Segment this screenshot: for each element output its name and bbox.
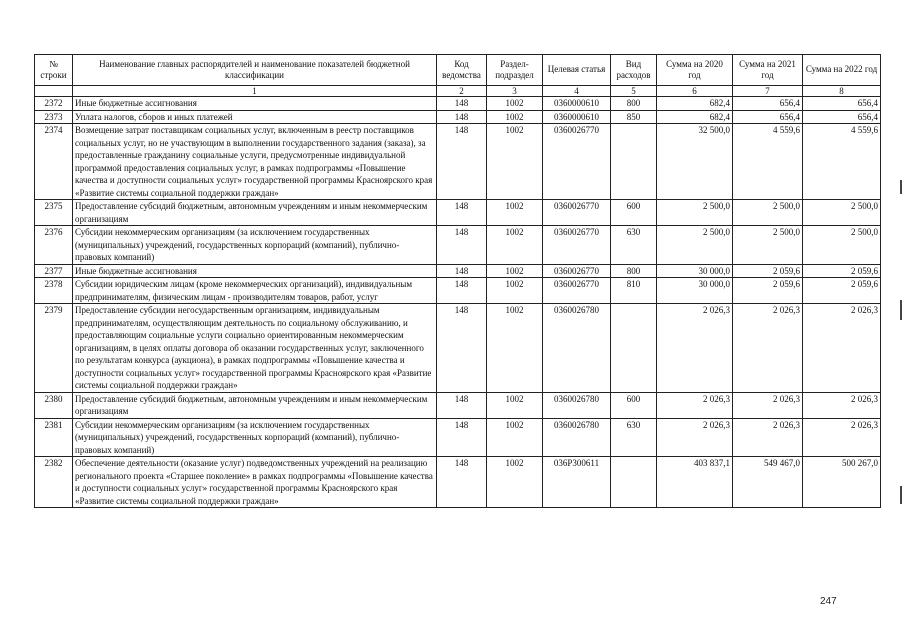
sum-2020-cell: 682,4 — [657, 97, 733, 111]
row-number-cell: 2379 — [35, 304, 73, 393]
column-number: 4 — [543, 86, 611, 97]
sum-2022-cell: 2 059,6 — [803, 264, 881, 278]
row-name-cell: Субсидии некоммерческим организациям (за исключением государственных (муниципальных) учреждений, государственных корпораций (компаний), публично-правовых компаний) — [73, 418, 437, 457]
expense-type-cell: 800 — [611, 97, 657, 111]
header-sum-2021: Сумма на 2021 год — [733, 55, 803, 86]
row-number-cell: 2376 — [35, 226, 73, 265]
table-body — [35, 97, 881, 508]
row-name-cell: Обеспечение деятельности (оказание услуг) подведомственных учреждений на реализацию регионального проекта «Старшее поколение» в рамках подпрограммы «Повышение качества и доступности социальных услуг» государственной программы Красноярского края «Развитие системы социальной поддержки граждан» — [73, 457, 437, 508]
section-cell: 1002 — [487, 457, 543, 508]
header-expense-type: Вид расходов — [611, 55, 657, 86]
dept-code-cell: 148 — [437, 304, 487, 393]
sum-2020-cell: 2 026,3 — [657, 304, 733, 393]
sum-2022-cell: 656,4 — [803, 97, 881, 111]
target-cell: 0360026780 — [543, 304, 611, 393]
section-cell: 1002 — [487, 110, 543, 124]
dept-code-cell: 148 — [437, 418, 487, 457]
table-row — [35, 97, 881, 111]
table-row — [35, 418, 881, 457]
expense-type-cell: 800 — [611, 264, 657, 278]
target-cell: 0360000610 — [543, 97, 611, 111]
dept-code-cell: 148 — [437, 110, 487, 124]
sum-2021-cell: 2 059,6 — [733, 278, 803, 304]
target-cell: 0360026770 — [543, 124, 611, 200]
column-number: 2 — [437, 86, 487, 97]
sum-2021-cell: 656,4 — [733, 97, 803, 111]
row-number-cell: 2374 — [35, 124, 73, 200]
sum-2021-cell: 2 026,3 — [733, 392, 803, 418]
header-row-no: № строки — [35, 55, 73, 86]
row-number-cell: 2373 — [35, 110, 73, 124]
dept-code-cell: 148 — [437, 226, 487, 265]
target-cell: 0360026770 — [543, 278, 611, 304]
column-number: 5 — [611, 86, 657, 97]
expense-type-cell — [611, 124, 657, 200]
dept-code-cell: 148 — [437, 457, 487, 508]
column-number: 7 — [733, 86, 803, 97]
sum-2021-cell: 2 500,0 — [733, 226, 803, 265]
sum-2022-cell: 4 559,6 — [803, 124, 881, 200]
expense-type-cell: 810 — [611, 278, 657, 304]
sum-2022-cell: 2 026,3 — [803, 392, 881, 418]
sum-2020-cell: 403 837,1 — [657, 457, 733, 508]
row-name-cell: Субсидии юридическим лицам (кроме некоммерческих организаций), индивидуальным предпринимателям, физическим лицам - производителям товаров, работ, услуг — [73, 278, 437, 304]
sum-2020-cell: 2 026,3 — [657, 418, 733, 457]
section-cell: 1002 — [487, 124, 543, 200]
column-number-row — [35, 86, 881, 97]
sum-2020-cell: 2 500,0 — [657, 200, 733, 226]
table-row — [35, 264, 881, 278]
row-name-cell: Субсидии некоммерческим организациям (за исключением государственных (муниципальных) учреждений, государственных корпораций (компаний), публично-правовых компаний) — [73, 226, 437, 265]
sum-2022-cell: 500 267,0 — [803, 457, 881, 508]
row-name-cell: Иные бюджетные ассигнования — [73, 264, 437, 278]
target-cell: 036P300611 — [543, 457, 611, 508]
sum-2022-cell: 2 026,3 — [803, 304, 881, 393]
dept-code-cell: 148 — [437, 278, 487, 304]
dept-code-cell: 148 — [437, 264, 487, 278]
row-name-cell: Возмещение затрат поставщикам социальных услуг, включенным в реестр поставщиков социальных услуг, но не участвующим в выполнении государственного задания (заказа), за предоставленные гражданину социальные услуги, предусмотренные индивидуальной программой предоставления социальных услуг, в рамках подпрограммы «Повышение качества и доступности социальных услуг» государственной программы Красноярского края «Развитие системы социальной поддержки граждан» — [73, 124, 437, 200]
column-number — [35, 86, 73, 97]
sum-2021-cell: 549 467,0 — [733, 457, 803, 508]
header-section: Раздел-подраздел — [487, 55, 543, 86]
section-cell: 1002 — [487, 278, 543, 304]
sum-2021-cell: 4 559,6 — [733, 124, 803, 200]
dept-code-cell: 148 — [437, 392, 487, 418]
expense-type-cell: 850 — [611, 110, 657, 124]
row-number-cell: 2377 — [35, 264, 73, 278]
header-sum-2020: Сумма на 2020 год — [657, 55, 733, 86]
expense-type-cell: 630 — [611, 226, 657, 265]
sum-2021-cell: 2 026,3 — [733, 304, 803, 393]
budget-table — [34, 54, 881, 508]
section-cell: 1002 — [487, 200, 543, 226]
header-sum-2022: Сумма на 2022 год — [803, 55, 881, 86]
table-row — [35, 457, 881, 508]
sum-2020-cell: 2 026,3 — [657, 392, 733, 418]
row-number-cell: 2380 — [35, 392, 73, 418]
table-row — [35, 110, 881, 124]
target-cell: 0360026770 — [543, 200, 611, 226]
sum-2020-cell: 30 000,0 — [657, 278, 733, 304]
margin-mark — [900, 486, 902, 504]
sum-2020-cell: 682,4 — [657, 110, 733, 124]
header-name: Наименование главных распорядителей и наименование показателей бюджетной классификации — [73, 55, 437, 86]
header-dept-code: Код ведомства — [437, 55, 487, 86]
sum-2021-cell: 656,4 — [733, 110, 803, 124]
target-cell: 0360026780 — [543, 392, 611, 418]
sum-2020-cell: 2 500,0 — [657, 226, 733, 265]
section-cell: 1002 — [487, 304, 543, 393]
table-row — [35, 226, 881, 265]
row-number-cell: 2375 — [35, 200, 73, 226]
sum-2022-cell: 656,4 — [803, 110, 881, 124]
dept-code-cell: 148 — [437, 124, 487, 200]
section-cell: 1002 — [487, 226, 543, 265]
table-row — [35, 304, 881, 393]
table-row — [35, 200, 881, 226]
row-number-cell: 2378 — [35, 278, 73, 304]
section-cell: 1002 — [487, 97, 543, 111]
sum-2022-cell: 2 500,0 — [803, 200, 881, 226]
expense-type-cell: 600 — [611, 392, 657, 418]
section-cell: 1002 — [487, 392, 543, 418]
target-cell: 0360026780 — [543, 418, 611, 457]
row-name-cell: Предоставление субсидий бюджетным, автономным учреждениям и иным некоммерческим организациям — [73, 392, 437, 418]
section-cell: 1002 — [487, 264, 543, 278]
sum-2020-cell: 32 500,0 — [657, 124, 733, 200]
expense-type-cell — [611, 457, 657, 508]
row-name-cell: Уплата налогов, сборов и иных платежей — [73, 110, 437, 124]
sum-2022-cell: 2 500,0 — [803, 226, 881, 265]
sum-2021-cell: 2 500,0 — [733, 200, 803, 226]
expense-type-cell: 630 — [611, 418, 657, 457]
target-cell: 0360000610 — [543, 110, 611, 124]
dept-code-cell: 148 — [437, 97, 487, 111]
sum-2022-cell: 2 026,3 — [803, 418, 881, 457]
expense-type-cell — [611, 304, 657, 393]
column-number: 3 — [487, 86, 543, 97]
margin-mark — [900, 300, 902, 320]
column-number: 8 — [803, 86, 881, 97]
table-row — [35, 392, 881, 418]
row-number-cell: 2381 — [35, 418, 73, 457]
row-name-cell: Предоставление субсидий бюджетным, автономным учреждениям и иным некоммерческим организациям — [73, 200, 437, 226]
page-number: 247 — [820, 596, 837, 607]
dept-code-cell: 148 — [437, 200, 487, 226]
table-row — [35, 124, 881, 200]
sum-2022-cell: 2 059,6 — [803, 278, 881, 304]
row-name-cell: Предоставление субсидии негосударственным организациям, индивидуальным предпринимателям, осуществляющим деятельность по социальному обслуживанию, и предоставляющим социальные услуги социально ориентированным некоммерческим организациям, в целях оплаты договора об оказании государственных услуг, заключенного по результатам конкурса (аукциона), в рамках подпрограммы «Повышение качества и доступности социальных услуг» государственной программы Красноярского края «Развитие системы социальной поддержки граждан» — [73, 304, 437, 393]
column-number: 1 — [73, 86, 437, 97]
column-number: 6 — [657, 86, 733, 97]
margin-mark — [900, 180, 902, 194]
table-row — [35, 278, 881, 304]
sum-2021-cell: 2 026,3 — [733, 418, 803, 457]
header-target: Целевая статья — [543, 55, 611, 86]
section-cell: 1002 — [487, 418, 543, 457]
sum-2021-cell: 2 059,6 — [733, 264, 803, 278]
sum-2020-cell: 30 000,0 — [657, 264, 733, 278]
row-name-cell: Иные бюджетные ассигнования — [73, 97, 437, 111]
target-cell: 0360026770 — [543, 226, 611, 265]
table-header-row — [35, 55, 881, 86]
row-number-cell: 2372 — [35, 97, 73, 111]
expense-type-cell: 600 — [611, 200, 657, 226]
row-number-cell: 2382 — [35, 457, 73, 508]
target-cell: 0360026770 — [543, 264, 611, 278]
